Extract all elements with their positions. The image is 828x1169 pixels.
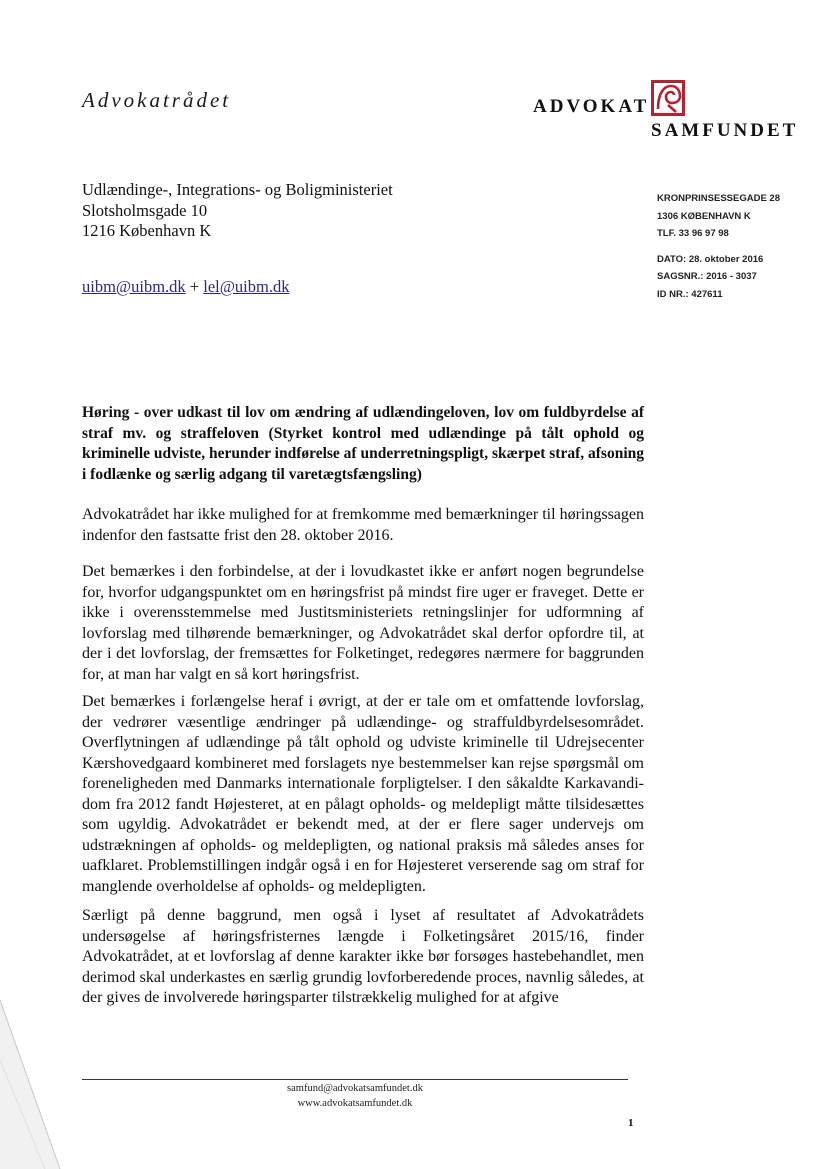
email-link-lel[interactable]: lel@uibm.dk — [203, 277, 290, 296]
logo-emblem-icon — [650, 79, 686, 117]
page-fold-shadow — [0, 1000, 110, 1169]
recipient-line: Slotsholmsgade 10 — [82, 200, 208, 220]
footer-website[interactable]: www.advokatsamfundet.dk — [297, 1098, 413, 1109]
letter-subject: Høring - over udkast til lov om ændring af udlændingeloven, lov om fuldbyrdelse af straf mv. og straffeloven (Styrket kontrol med udlændinge på tålt ophold og kriminelle udviste, herunder indførelse af underretningspligt, skærpet straf, afsoning i fodlænke og særlig adgang til varetægtsfængsling) — [82, 404, 644, 483]
recipient-line: Udlændinge-, Integrations- og Boligministeriet — [82, 180, 393, 199]
page-number: 1 — [628, 1117, 634, 1129]
logo-word-samfundet: SAMFUNDET — [651, 120, 799, 141]
recipient-emails — [82, 277, 289, 297]
logo-word-advokat: ADVOKAT — [533, 96, 650, 117]
body-paragraph: Advokatrådet har ikke mulighed for at fremkomme med bemærkninger til høringssagen indenfor den fastsatte frist den 28. oktober 2016. — [82, 506, 644, 544]
id-number: ID NR.: 427611 — [657, 288, 723, 300]
recipient-line: 1216 København K — [82, 221, 212, 240]
body-paragraph: Det bemærkes i den forbindelse, at der i lovudkastet ikke er anført nogen begrundelse for, hvorfor udgangspunktet om en høringsfrist på mindst fire uger er fraveget. Dette er ikke i overensstemmelse med Justitsministeriets retningslinjer for udformning af lovforslag med tilhørende bemærkninger, og Advokatrådet skal derfor opfordre til, at der i det lovforslag, der fremsættes for Folketinget, redegøres nærmere for baggrunden for, at man har valgt en så kort høringsfrist. — [82, 563, 644, 683]
sender-city: 1306 KØBENHAVN K — [657, 210, 751, 222]
sender-street: KRONPRINSESSEGADE 28 — [657, 193, 781, 204]
letter-date: DATO: 28. oktober 2016 — [657, 253, 764, 265]
case-number: SAGSNR.: 2016 - 3037 — [657, 271, 757, 282]
email-link-uibm[interactable]: uibm@uibm.dk — [82, 277, 186, 296]
footer-email[interactable]: samfund@advokatsamfundet.dk — [287, 1083, 423, 1094]
body-paragraph: Særligt på denne baggrund, men også i lyset af resultatet af Advokatrådets undersøgelse af høringsfristernes længde i Folketingsåret 2015/16, finder Advokatrådet, at et lovforslag af denne karakter ikke bør forsøges hastebehandlet, men derimod skal underkastes en særlig grundig lovforberedende proces, navnlig således, at der gives de involverede høringsparter tilstrækkelig mulighed for at afgive — [82, 907, 644, 1006]
body-paragraph: Det bemærkes i forlængelse heraf i øvrigt, at der er tale om et omfattende lovforslag, der vedrører væsentlige ændringer på udlændinge- og straffuldbyrdelsesområdet. Overflytningen af udlændinge på tålt ophold og udviste kriminelle til Udrejsecenter Kærshovedgaard kombineret med forslagets nye bestemmelser kan rejse spørgsmål om foreneligheden med Danmarks internationale forpligtelser. I den såkaldte Karkavandi-dom fra 2012 fandt Højesteret, at en pålagt opholds- og meldepligt måtte tilsidesættes som ugyldig. Advokatrådet er bekendt med, at der er flere sager undervejs om udstrækningen af opholds- og meldepligten, og national praksis må således anses for uafklaret. Problemstillingen indgår også i en for Højesteret verserende sag om straf for manglende overholdelse af opholds- og meldepligten. — [82, 693, 644, 895]
sender-info — [657, 190, 780, 303]
recipient-address — [82, 180, 393, 242]
email-separator: + — [189, 277, 200, 296]
council-title: Advokatrådet — [82, 88, 232, 112]
advokatsamfundet-logo — [533, 78, 803, 148]
footer-rule — [82, 1079, 628, 1080]
sender-phone: TLF. 33 96 97 98 — [657, 228, 729, 239]
